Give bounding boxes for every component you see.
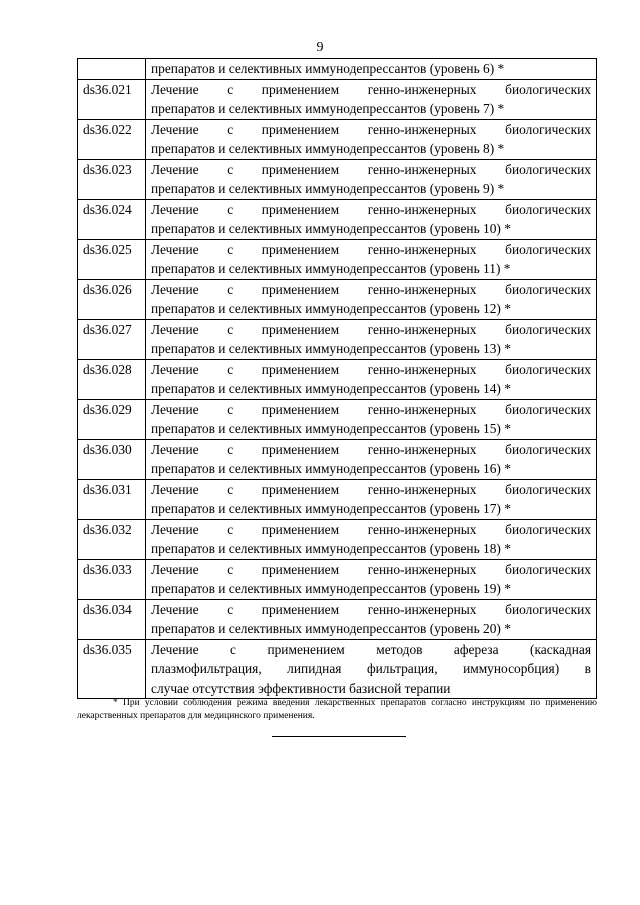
row-code: ds36.024 [78,199,146,239]
row-code: ds36.025 [78,239,146,279]
row-description [146,519,597,559]
row-description [146,59,597,80]
table-row [78,79,597,119]
row-description [146,439,597,479]
row-description [146,79,597,119]
description-line: препаратов и селективных иммунодепрессантов (уровень 9) * [151,181,505,196]
description-line: Лечение с применением генно-инженерных биологических [151,321,591,337]
description-line: препаратов и селективных иммунодепрессантов (уровень 12) * [151,301,511,316]
row-description [146,199,597,239]
table-row [78,439,597,479]
description-line: препаратов и селективных иммунодепрессантов (уровень 14) * [151,381,511,396]
row-description [146,239,597,279]
row-description [146,279,597,319]
table-row [78,639,597,699]
row-code: ds36.030 [78,439,146,479]
description-line: Лечение с применением генно-инженерных биологических [151,401,591,417]
description-line: препаратов и селективных иммунодепрессантов (уровень 19) * [151,581,511,596]
row-code: ds36.035 [78,639,146,699]
row-code: ds36.029 [78,399,146,439]
description-line: препаратов и селективных иммунодепрессантов (уровень 18) * [151,541,511,556]
description-line: Лечение с применением генно-инженерных биологических [151,601,591,617]
row-description [146,119,597,159]
table-row [78,119,597,159]
row-code: ds36.026 [78,279,146,319]
row-description [146,319,597,359]
description-line: препаратов и селективных иммунодепрессантов (уровень 16) * [151,461,511,476]
description-line: Лечение с применением генно-инженерных биологических [151,81,591,97]
row-description [146,159,597,199]
end-rule [272,736,406,737]
description-line: препаратов и селективных иммунодепрессантов (уровень 7) * [151,101,505,116]
page-number: 9 [316,40,324,55]
table-row [78,159,597,199]
row-description [146,479,597,519]
description-line: препаратов и селективных иммунодепрессантов (уровень 17) * [151,501,511,516]
tariff-table [77,58,597,699]
table-row [78,479,597,519]
table-row [78,359,597,399]
description-line: Лечение с применением генно-инженерных биологических [151,161,591,177]
description-line: препаратов и селективных иммунодепрессантов (уровень 8) * [151,141,505,156]
row-code: ds36.033 [78,559,146,599]
description-line: Лечение с применением генно-инженерных биологических [151,561,591,577]
description-line: препаратов и селективных иммунодепрессантов (уровень 11) * [151,261,511,276]
table-row [78,559,597,599]
table-row [78,319,597,359]
row-code: ds36.031 [78,479,146,519]
table-row [78,599,597,639]
row-description [146,559,597,599]
description-line: Лечение с применением генно-инженерных биологических [151,441,591,457]
row-description [146,599,597,639]
description-line: Лечение с применением генно-инженерных биологических [151,241,591,257]
table-row [78,279,597,319]
description-line: Лечение с применением генно-инженерных биологических [151,201,591,217]
description-line: препаратов и селективных иммунодепрессантов (уровень 13) * [151,341,511,356]
row-code: ds36.028 [78,359,146,399]
row-code: ds36.034 [78,599,146,639]
table-row [78,399,597,439]
description-line: Лечение с применением генно-инженерных биологических [151,281,591,297]
description-line: Лечение с применением генно-инженерных биологических [151,521,591,537]
table-body [78,59,597,699]
row-description [146,639,597,699]
row-code: ds36.027 [78,319,146,359]
row-code: ds36.022 [78,119,146,159]
description-line: Лечение с применением генно-инженерных биологических [151,361,591,377]
footnote: * При условии соблюдения режима введения лекарственных препаратов согласно инструкциям по применению лекарственных препаратов для медицинского применения. [77,698,597,721]
row-description [146,399,597,439]
row-code: ds36.021 [78,79,146,119]
description-line: препаратов и селективных иммунодепрессантов (уровень 10) * [151,221,511,236]
description-line: плазмофильтрация, липидная фильтрация, иммуносорбция) в [151,661,591,676]
description-line: препаратов и селективных иммунодепрессантов (уровень 20) * [151,621,511,636]
description-line: препаратов и селективных иммунодепрессантов (уровень 15) * [151,421,511,436]
table-row [78,519,597,559]
table-row [78,199,597,239]
description-line: Лечение с применением методов афереза (каскадная [151,641,591,657]
description-line: препаратов и селективных иммунодепрессантов (уровень 6) * [151,61,505,76]
description-line: Лечение с применением генно-инженерных биологических [151,481,591,497]
description-line: случае отсутствия эффективности базисной терапии [151,680,451,696]
table-row [78,239,597,279]
row-code: ds36.023 [78,159,146,199]
description-line: Лечение с применением генно-инженерных биологических [151,121,591,137]
table-row [78,59,597,80]
row-code [78,59,146,80]
row-code: ds36.032 [78,519,146,559]
row-description [146,359,597,399]
